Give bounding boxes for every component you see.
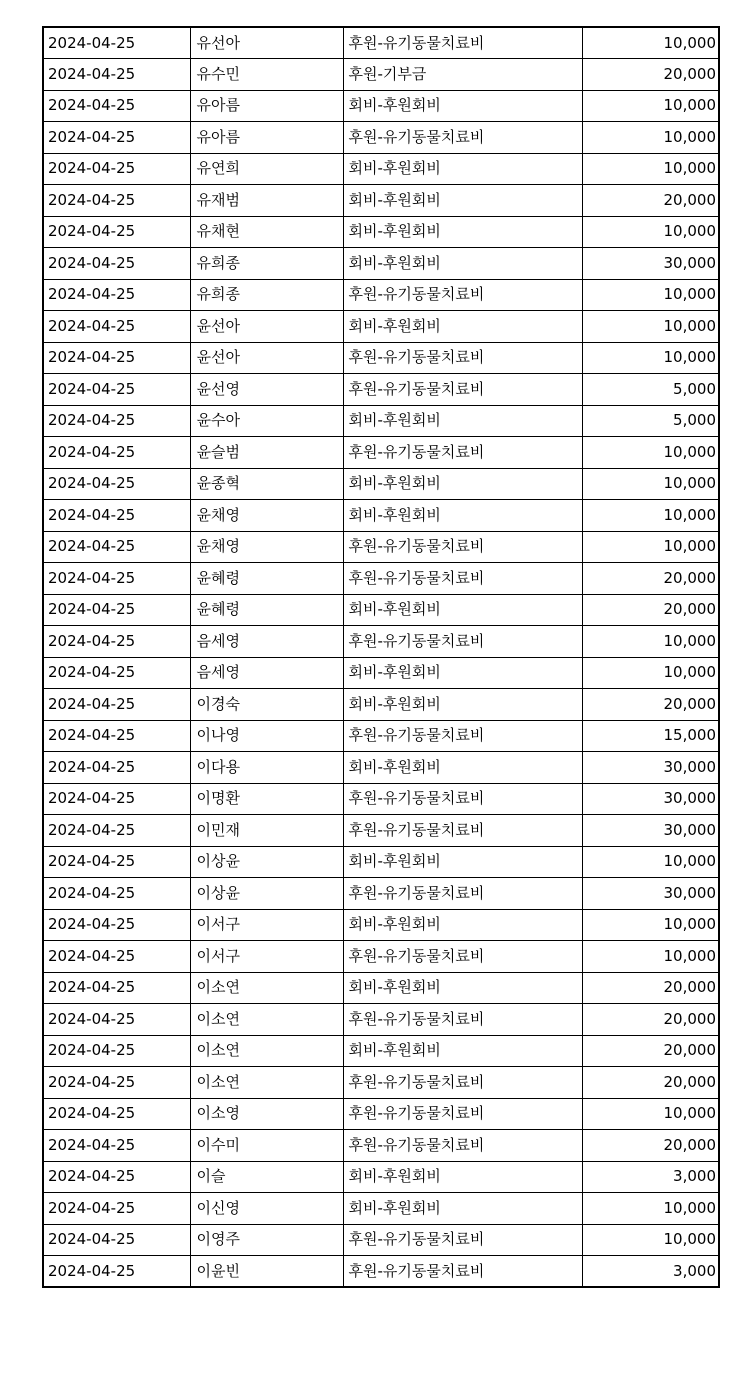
amount-cell: 20,000	[582, 563, 719, 595]
category-cell: 후원-유기동물치료비	[343, 783, 582, 815]
date-cell: 2024-04-25	[43, 657, 190, 689]
category-cell: 후원-유기동물치료비	[343, 815, 582, 847]
category-cell: 회비-후원회비	[343, 972, 582, 1004]
amount-cell: 10,000	[582, 1193, 719, 1225]
category-cell: 회비-후원회비	[343, 689, 582, 721]
amount-cell: 15,000	[582, 720, 719, 752]
date-cell: 2024-04-25	[43, 531, 190, 563]
name-cell: 이소연	[190, 1035, 343, 1067]
category-cell: 후원-유기동물치료비	[343, 437, 582, 469]
date-cell: 2024-04-25	[43, 1067, 190, 1099]
table-row	[43, 846, 719, 878]
name-cell: 이상윤	[190, 878, 343, 910]
category-cell: 후원-유기동물치료비	[343, 1004, 582, 1036]
category-cell: 회비-후원회비	[343, 153, 582, 185]
date-cell: 2024-04-25	[43, 185, 190, 217]
amount-cell: 20,000	[582, 1004, 719, 1036]
name-cell: 이수미	[190, 1130, 343, 1162]
amount-cell: 10,000	[582, 27, 719, 59]
name-cell: 윤슬범	[190, 437, 343, 469]
date-cell: 2024-04-25	[43, 153, 190, 185]
category-cell: 회비-후원회비	[343, 468, 582, 500]
category-cell: 회비-후원회비	[343, 846, 582, 878]
ledger-body	[43, 27, 719, 1287]
category-cell: 후원-유기동물치료비	[343, 563, 582, 595]
category-cell: 회비-후원회비	[343, 90, 582, 122]
date-cell: 2024-04-25	[43, 815, 190, 847]
table-row	[43, 594, 719, 626]
category-cell: 후원-유기동물치료비	[343, 720, 582, 752]
table-row	[43, 1004, 719, 1036]
name-cell: 윤선아	[190, 342, 343, 374]
amount-cell: 10,000	[582, 626, 719, 658]
table-row	[43, 216, 719, 248]
amount-cell: 30,000	[582, 815, 719, 847]
category-cell: 후원-유기동물치료비	[343, 878, 582, 910]
category-cell: 회비-후원회비	[343, 216, 582, 248]
name-cell: 이소연	[190, 1067, 343, 1099]
name-cell: 음세영	[190, 626, 343, 658]
category-cell: 후원-유기동물치료비	[343, 1098, 582, 1130]
date-cell: 2024-04-25	[43, 1004, 190, 1036]
amount-cell: 10,000	[582, 216, 719, 248]
category-cell: 회비-후원회비	[343, 1193, 582, 1225]
date-cell: 2024-04-25	[43, 311, 190, 343]
amount-cell: 20,000	[582, 1035, 719, 1067]
date-cell: 2024-04-25	[43, 374, 190, 406]
table-row	[43, 972, 719, 1004]
category-cell: 후원-유기동물치료비	[343, 626, 582, 658]
amount-cell: 3,000	[582, 1161, 719, 1193]
date-cell: 2024-04-25	[43, 437, 190, 469]
date-cell: 2024-04-25	[43, 783, 190, 815]
name-cell: 윤선영	[190, 374, 343, 406]
amount-cell: 10,000	[582, 657, 719, 689]
category-cell: 후원-기부금	[343, 59, 582, 91]
table-row	[43, 185, 719, 217]
name-cell: 유아름	[190, 122, 343, 154]
amount-cell: 10,000	[582, 909, 719, 941]
name-cell: 윤혜령	[190, 563, 343, 595]
table-row	[43, 1098, 719, 1130]
amount-cell: 20,000	[582, 1130, 719, 1162]
category-cell: 후원-유기동물치료비	[343, 1130, 582, 1162]
date-cell: 2024-04-25	[43, 1161, 190, 1193]
date-cell: 2024-04-25	[43, 1256, 190, 1288]
category-cell: 회비-후원회비	[343, 1035, 582, 1067]
name-cell: 이소영	[190, 1098, 343, 1130]
amount-cell: 20,000	[582, 972, 719, 1004]
date-cell: 2024-04-25	[43, 90, 190, 122]
name-cell: 윤채영	[190, 500, 343, 532]
name-cell: 이민재	[190, 815, 343, 847]
category-cell: 후원-유기동물치료비	[343, 122, 582, 154]
date-cell: 2024-04-25	[43, 27, 190, 59]
category-cell: 회비-후원회비	[343, 594, 582, 626]
table-row	[43, 878, 719, 910]
category-cell: 회비-후원회비	[343, 248, 582, 280]
amount-cell: 10,000	[582, 342, 719, 374]
table-row	[43, 374, 719, 406]
category-cell: 후원-유기동물치료비	[343, 1067, 582, 1099]
date-cell: 2024-04-25	[43, 846, 190, 878]
table-row	[43, 689, 719, 721]
amount-cell: 3,000	[582, 1256, 719, 1288]
name-cell: 유희종	[190, 248, 343, 280]
date-cell: 2024-04-25	[43, 752, 190, 784]
amount-cell: 20,000	[582, 689, 719, 721]
name-cell: 윤종혁	[190, 468, 343, 500]
name-cell: 윤채영	[190, 531, 343, 563]
amount-cell: 10,000	[582, 846, 719, 878]
name-cell: 유연희	[190, 153, 343, 185]
name-cell: 이슬	[190, 1161, 343, 1193]
date-cell: 2024-04-25	[43, 972, 190, 1004]
date-cell: 2024-04-25	[43, 1130, 190, 1162]
table-row	[43, 1224, 719, 1256]
amount-cell: 5,000	[582, 405, 719, 437]
name-cell: 유수민	[190, 59, 343, 91]
category-cell: 후원-유기동물치료비	[343, 27, 582, 59]
date-cell: 2024-04-25	[43, 500, 190, 532]
amount-cell: 30,000	[582, 783, 719, 815]
table-row	[43, 531, 719, 563]
amount-cell: 10,000	[582, 500, 719, 532]
name-cell: 이윤빈	[190, 1256, 343, 1288]
table-row	[43, 500, 719, 532]
date-cell: 2024-04-25	[43, 594, 190, 626]
name-cell: 유희종	[190, 279, 343, 311]
table-row	[43, 1067, 719, 1099]
name-cell: 윤혜령	[190, 594, 343, 626]
date-cell: 2024-04-25	[43, 1098, 190, 1130]
name-cell: 이다용	[190, 752, 343, 784]
date-cell: 2024-04-25	[43, 941, 190, 973]
date-cell: 2024-04-25	[43, 405, 190, 437]
name-cell: 유재범	[190, 185, 343, 217]
amount-cell: 10,000	[582, 279, 719, 311]
category-cell: 회비-후원회비	[343, 500, 582, 532]
date-cell: 2024-04-25	[43, 59, 190, 91]
date-cell: 2024-04-25	[43, 342, 190, 374]
name-cell: 이신영	[190, 1193, 343, 1225]
date-cell: 2024-04-25	[43, 468, 190, 500]
amount-cell: 5,000	[582, 374, 719, 406]
date-cell: 2024-04-25	[43, 279, 190, 311]
table-row	[43, 153, 719, 185]
name-cell: 이서구	[190, 909, 343, 941]
category-cell: 회비-후원회비	[343, 1161, 582, 1193]
table-row	[43, 941, 719, 973]
date-cell: 2024-04-25	[43, 1035, 190, 1067]
name-cell: 이상윤	[190, 846, 343, 878]
donation-ledger-table	[42, 26, 720, 1288]
table-row	[43, 248, 719, 280]
amount-cell: 10,000	[582, 468, 719, 500]
date-cell: 2024-04-25	[43, 720, 190, 752]
amount-cell: 10,000	[582, 311, 719, 343]
category-cell: 후원-유기동물치료비	[343, 1224, 582, 1256]
amount-cell: 20,000	[582, 594, 719, 626]
amount-cell: 10,000	[582, 437, 719, 469]
table-row	[43, 1130, 719, 1162]
category-cell: 후원-유기동물치료비	[343, 342, 582, 374]
date-cell: 2024-04-25	[43, 122, 190, 154]
amount-cell: 10,000	[582, 122, 719, 154]
name-cell: 윤선아	[190, 311, 343, 343]
table-row	[43, 59, 719, 91]
table-row	[43, 342, 719, 374]
amount-cell: 10,000	[582, 90, 719, 122]
name-cell: 이소연	[190, 972, 343, 1004]
table-row	[43, 1035, 719, 1067]
amount-cell: 30,000	[582, 878, 719, 910]
amount-cell: 30,000	[582, 248, 719, 280]
category-cell: 후원-유기동물치료비	[343, 531, 582, 563]
category-cell: 후원-유기동물치료비	[343, 374, 582, 406]
table-row	[43, 909, 719, 941]
table-row	[43, 468, 719, 500]
name-cell: 음세영	[190, 657, 343, 689]
table-row	[43, 122, 719, 154]
date-cell: 2024-04-25	[43, 563, 190, 595]
category-cell: 회비-후원회비	[343, 405, 582, 437]
category-cell: 후원-유기동물치료비	[343, 1256, 582, 1288]
table-row	[43, 1193, 719, 1225]
category-cell: 회비-후원회비	[343, 311, 582, 343]
date-cell: 2024-04-25	[43, 248, 190, 280]
table-row	[43, 626, 719, 658]
amount-cell: 20,000	[582, 1067, 719, 1099]
table-row	[43, 783, 719, 815]
category-cell: 회비-후원회비	[343, 185, 582, 217]
table-row	[43, 405, 719, 437]
date-cell: 2024-04-25	[43, 216, 190, 248]
table-row	[43, 437, 719, 469]
date-cell: 2024-04-25	[43, 878, 190, 910]
date-cell: 2024-04-25	[43, 1224, 190, 1256]
table-row	[43, 752, 719, 784]
table-row	[43, 90, 719, 122]
table-row	[43, 279, 719, 311]
name-cell: 이영주	[190, 1224, 343, 1256]
date-cell: 2024-04-25	[43, 626, 190, 658]
table-row	[43, 1256, 719, 1288]
table-row	[43, 720, 719, 752]
amount-cell: 10,000	[582, 1098, 719, 1130]
amount-cell: 20,000	[582, 185, 719, 217]
table-row	[43, 27, 719, 59]
category-cell: 회비-후원회비	[343, 657, 582, 689]
amount-cell: 20,000	[582, 59, 719, 91]
name-cell: 이경숙	[190, 689, 343, 721]
amount-cell: 30,000	[582, 752, 719, 784]
name-cell: 이소연	[190, 1004, 343, 1036]
name-cell: 유채현	[190, 216, 343, 248]
name-cell: 이나영	[190, 720, 343, 752]
table-row	[43, 815, 719, 847]
category-cell: 회비-후원회비	[343, 752, 582, 784]
name-cell: 이서구	[190, 941, 343, 973]
table-row	[43, 311, 719, 343]
table-row	[43, 563, 719, 595]
amount-cell: 10,000	[582, 153, 719, 185]
amount-cell: 10,000	[582, 531, 719, 563]
amount-cell: 10,000	[582, 1224, 719, 1256]
table-row	[43, 1161, 719, 1193]
name-cell: 유선아	[190, 27, 343, 59]
table-row	[43, 657, 719, 689]
name-cell: 이명환	[190, 783, 343, 815]
name-cell: 유아름	[190, 90, 343, 122]
date-cell: 2024-04-25	[43, 689, 190, 721]
category-cell: 회비-후원회비	[343, 909, 582, 941]
amount-cell: 10,000	[582, 941, 719, 973]
category-cell: 후원-유기동물치료비	[343, 279, 582, 311]
name-cell: 윤수아	[190, 405, 343, 437]
date-cell: 2024-04-25	[43, 909, 190, 941]
category-cell: 후원-유기동물치료비	[343, 941, 582, 973]
date-cell: 2024-04-25	[43, 1193, 190, 1225]
